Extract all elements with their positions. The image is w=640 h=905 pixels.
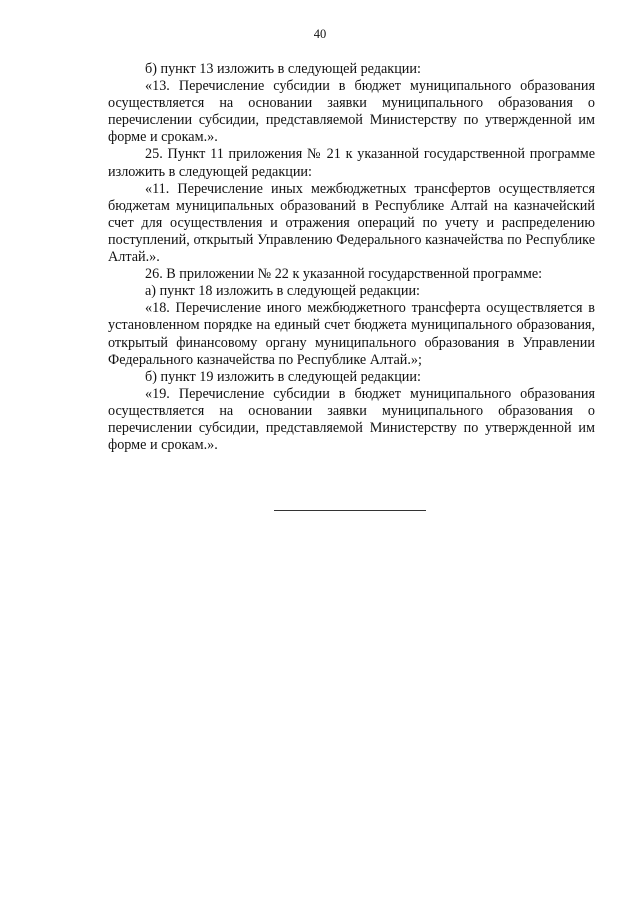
paragraph-25: 25. Пункт 11 приложения № 21 к указанной государственной программе изложить в следующей редакции: (108, 146, 595, 180)
paragraph-item-11-text: «11. Перечисление иных межбюджетных трансфертов осуществляется бюджетам муниципальных образований в Республике Алтай на казначейский счет для осуществления и отражения операций по учету и распределению поступлений, открытый Управлению Федерального казначейства по Республике Алтай.». (108, 180, 595, 266)
document-body (108, 61, 595, 454)
paragraph-item-19-heading: б) пункт 19 изложить в следующей редакции: (145, 368, 421, 385)
paragraph-item-13-text: «13. Перечисление субсидии в бюджет муниципального образования осуществляется на основании заявки муниципального образования о перечислении субсидии, представляемой Министерству по утвержденной им форме и срокам.». (108, 78, 595, 146)
end-separator-line (274, 510, 426, 511)
paragraph-26: 26. В приложении № 22 к указанной государственной программе: (145, 266, 543, 283)
paragraph-item-13-heading: б) пункт 13 изложить в следующей редакции: (145, 61, 421, 77)
page-number: 40 (313, 27, 327, 41)
paragraph-item-18-heading: а) пункт 18 изложить в следующей редакции: (145, 283, 420, 300)
paragraph-item-19-text: «19. Перечисление субсидии в бюджет муниципального образования осуществляется на основании заявки муниципального образования о перечислении субсидии, представляемой Министерству по утвержденной им форме и срокам.». (108, 385, 595, 454)
paragraph-item-18-text: «18. Перечисление иного межбюджетного трансферта осуществляется в установленном порядке на единый счет бюджета муниципального образования, открытый финансовому органу муниципального образования в Управлении Федерального казначейства по Республике Алтай.»; (108, 300, 595, 368)
